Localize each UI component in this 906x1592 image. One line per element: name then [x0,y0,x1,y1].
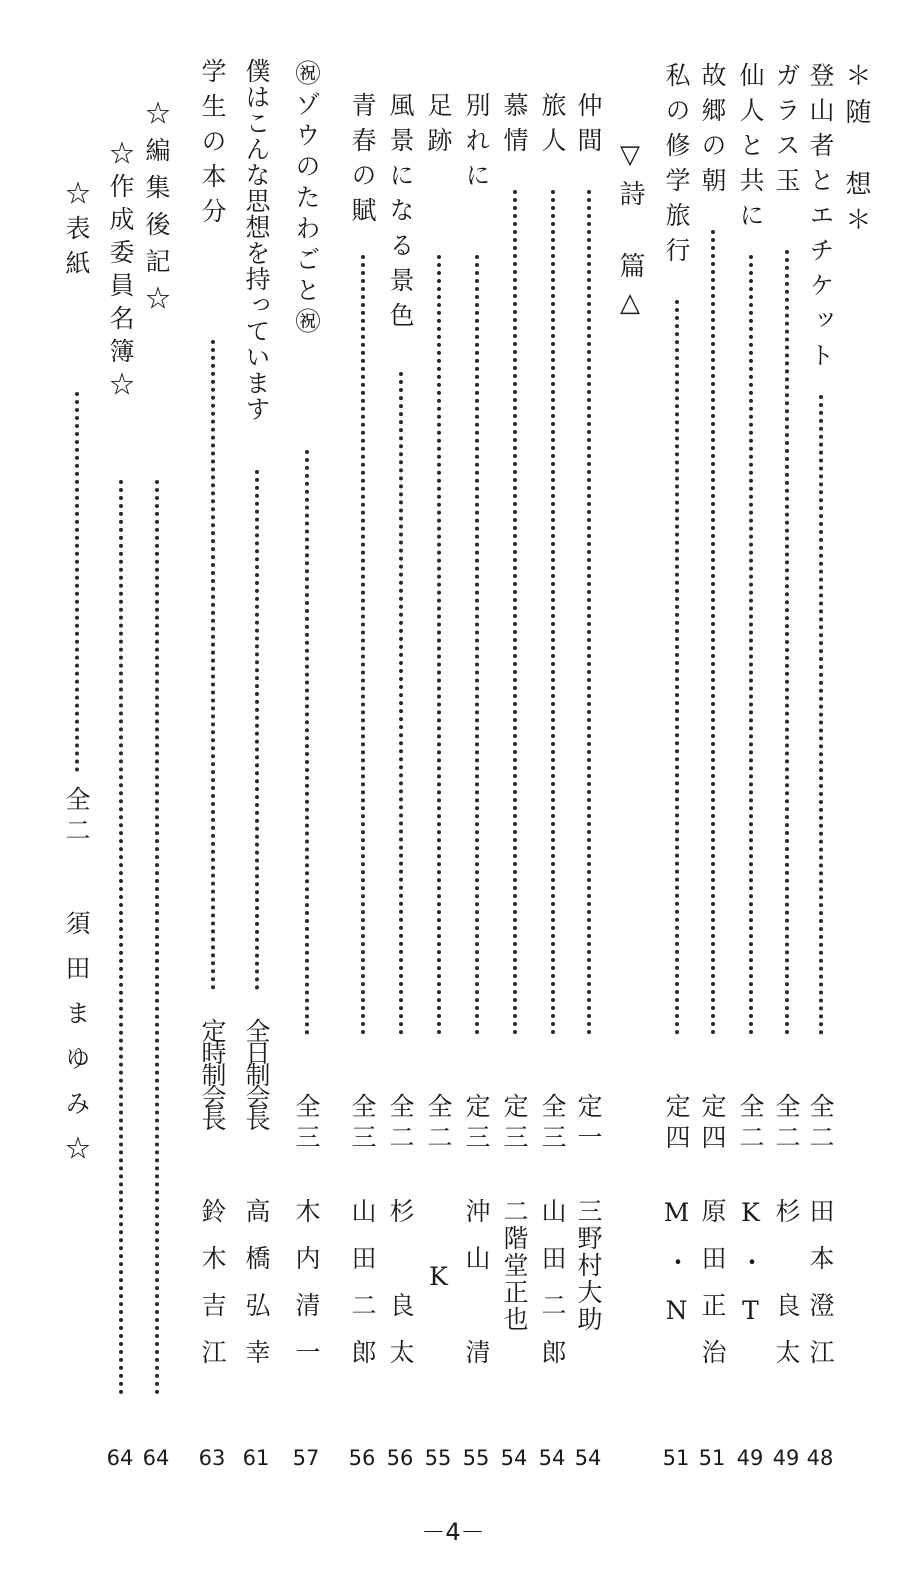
entry-page-number: 51 [662,1446,690,1470]
dot-leader [119,480,123,1395]
entry-affiliation: 全二 [62,786,91,848]
entry-page-number: 56 [386,1446,414,1470]
entry-author: 杉 良太 [772,1198,801,1386]
entry-page-number: 56 [348,1446,376,1470]
toc-entry[interactable] [286,0,326,1592]
dot-leader [255,470,259,990]
toc-column-poems-heading [610,0,650,1592]
dot-leader [749,255,753,1035]
dot-leader [475,255,479,1035]
entry-title: ☆表紙 [62,180,91,285]
entry-author: M・N [662,1198,691,1347]
entry-title: 仙人と共に [736,62,765,237]
entry-page-number: 54 [538,1446,566,1470]
section-heading-poems: ▽詩 篇△ [615,140,645,328]
entry-author: 杉 良太 [386,1198,415,1386]
toc-entry[interactable] [692,0,732,1592]
dot-leader [587,190,591,1035]
toc-entry[interactable] [192,0,232,1592]
toc-entry[interactable] [656,0,696,1592]
entry-affiliation: 全三 [348,1093,377,1155]
toc-column-essays-heading [836,0,876,1592]
dot-leader [361,255,365,1035]
entry-page-number: 49 [772,1446,800,1470]
dot-leader [551,190,555,1035]
toc-entry[interactable] [342,0,382,1592]
toc-entry[interactable] [568,0,608,1592]
entry-author: 原田正治 [698,1198,727,1386]
dot-leader [155,480,159,1395]
dot-leader [211,340,215,990]
entry-author: K [424,1262,453,1313]
entry-affiliation: 定三 [500,1093,529,1155]
entry-author: 須田まゆみ☆ [62,910,91,1180]
entry-title: 青春の賦 [348,92,377,232]
toc-entry[interactable] [418,0,458,1592]
dot-leader [305,450,309,1035]
dot-leader [711,230,715,1035]
entry-page-number: 49 [736,1446,764,1470]
entry-title: ☆作成委員名簿☆ [106,140,135,404]
entry-page-number: 64 [142,1446,170,1470]
entry-author: 山田二郎 [538,1198,567,1386]
entry-page-number: 55 [462,1446,490,1470]
entry-author: 沖山 清 [462,1198,491,1386]
entry-page-number: 63 [198,1446,226,1470]
entry-author: 高橋弘幸 [242,1198,271,1386]
entry-title: 慕情 [500,92,529,162]
toc-entry[interactable] [56,0,96,1592]
entry-title: ガラス玉 [772,62,801,202]
entry-title: 学生の本分 [198,58,227,233]
entry-affiliation: 定四 [662,1093,691,1155]
entry-affiliation: 定四 [698,1093,727,1155]
toc-entry[interactable] [532,0,572,1592]
entry-page-number: 54 [500,1446,528,1470]
entry-title: 風景になる景色 [386,92,415,337]
entry-page-number: 55 [424,1446,452,1470]
entry-title: 旅人 [538,92,567,162]
entry-title: ㊗ゾウのたわごと㊗ [292,60,321,339]
entry-affiliation: 全二 [772,1093,801,1155]
entry-title: 僕はこんな思想を持っています [242,58,271,422]
entry-title: 別れに [462,92,491,197]
toc-entry[interactable] [380,0,420,1592]
toc-entry[interactable] [766,0,806,1592]
entry-affiliation: 全二 [736,1093,765,1155]
entry-author: 二階堂正也 [500,1198,529,1333]
entry-page-number: 64 [106,1446,134,1470]
entry-title: 私の修学旅行 [662,62,691,272]
entry-title: 故郷の朝 [698,62,727,202]
entry-affiliation: 全二 [386,1093,415,1155]
entry-page-number: 51 [698,1446,726,1470]
section-heading-essays: ＊随 想＊ [841,62,871,242]
entry-affiliation: 定三 [462,1093,491,1155]
dot-leader [75,392,79,772]
entry-author: 鈴木吉江 [198,1198,227,1386]
entry-author: K・T [736,1198,765,1347]
entry-title: 登山者とエチケット [806,62,835,377]
toc-entry[interactable] [494,0,534,1592]
entry-title: ☆編集後記☆ [142,100,171,322]
entry-title: 足跡 [424,92,453,162]
entry-affiliation: 定一 [574,1093,603,1155]
entry-author: 山田二郎 [348,1198,377,1386]
dot-leader [675,300,679,1035]
page-footer-number: －4－ [421,1518,485,1546]
dot-leader [785,250,789,1035]
toc-entry[interactable] [456,0,496,1592]
entry-affiliation: 全三 [538,1093,567,1155]
toc-entry[interactable] [100,0,140,1592]
toc-entry[interactable] [236,0,276,1592]
entry-page-number: 54 [574,1446,602,1470]
toc-entry[interactable] [136,0,176,1592]
entry-affiliation: 全日制会長 [242,1018,271,1128]
entry-affiliation: 全三 [292,1093,321,1155]
dot-leader [513,190,517,1035]
entry-author: 木内清一 [292,1198,321,1386]
entry-affiliation: 定時制会長 [198,1018,227,1128]
entry-affiliation: 全二 [424,1093,453,1155]
dot-leader [819,395,823,1035]
entry-author: 三野村大助 [574,1198,603,1333]
dot-leader [437,255,441,1035]
toc-entry[interactable] [730,0,770,1592]
dot-leader [399,372,403,1035]
entry-page-number: 48 [806,1446,834,1470]
toc-entry[interactable] [800,0,840,1592]
entry-title: 仲間 [574,92,603,162]
entry-page-number: 61 [242,1446,270,1470]
entry-affiliation: 全二 [806,1093,835,1155]
entry-author: 田本澄江 [806,1198,835,1386]
entry-page-number: 57 [292,1446,320,1470]
